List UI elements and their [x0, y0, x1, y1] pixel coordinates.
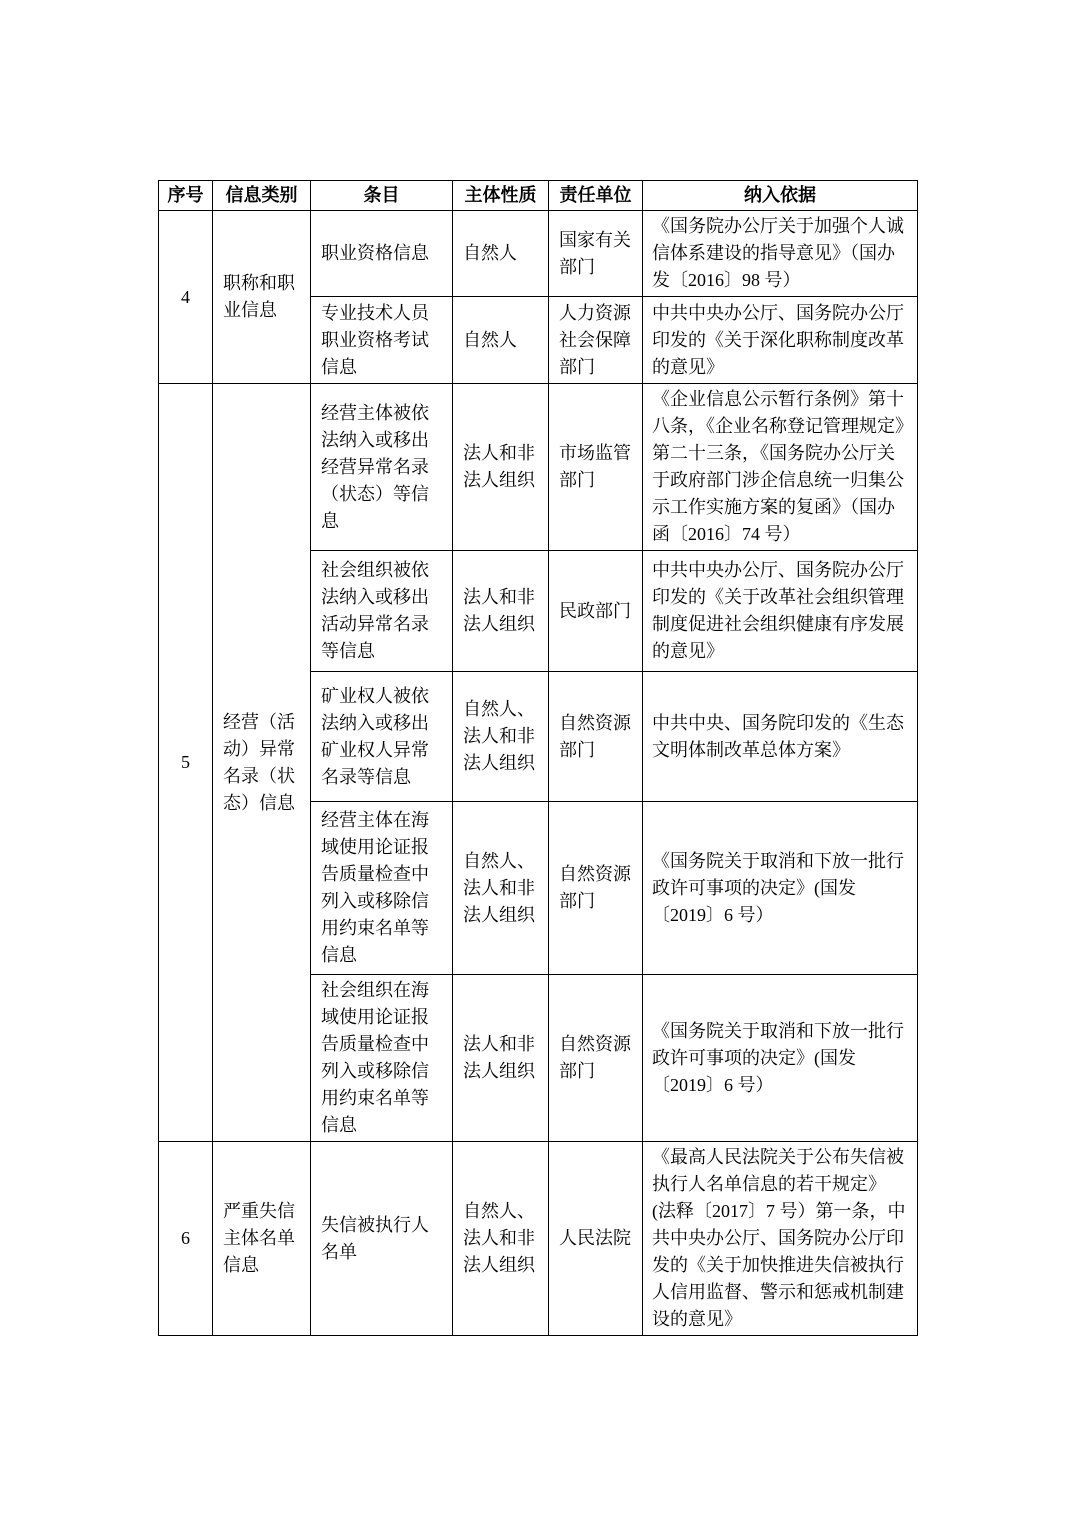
item-cell: 矿业权人被依法纳入或移出矿业权人异常名录等信息: [311, 672, 453, 802]
item-cell: 专业技术人员职业资格考试信息: [311, 297, 453, 384]
unit-cell: 自然资源部门: [549, 802, 643, 975]
seq-cell: 4: [159, 211, 213, 384]
basis-cell: 中共中央办公厅、国务院办公厅印发的《关于改革社会组织管理制度促进社会组织健康有序发展的意见》: [643, 551, 918, 672]
unit-cell: 人民法院: [549, 1142, 643, 1336]
basis-cell: 《企业信息公示暂行条例》第十八条，《企业名称登记管理规定》第二十三条，《国务院办公厅关于政府部门涉企信息统一归集公示工作实施方案的复函》（国办函〔2016〕74 号）: [643, 384, 918, 551]
table-row: [159, 211, 918, 297]
unit-cell: 自然资源部门: [549, 672, 643, 802]
subject-cell: 法人和非法人组织: [453, 551, 549, 672]
column-header-unit: 责任单位: [549, 181, 643, 211]
unit-cell: 人力资源社会保障部门: [549, 297, 643, 384]
basis-cell: 《最高人民法院关于公布失信被执行人名单信息的若干规定》(法释〔2017〕7 号）第一条，中共中央办公厅、国务院办公厅印发的《关于加快推进失信被执行人信用监督、警示和惩戒机制建设的意见》: [643, 1142, 918, 1336]
item-cell: 社会组织被依法纳入或移出活动异常名录等信息: [311, 551, 453, 672]
unit-cell: 民政部门: [549, 551, 643, 672]
credit-info-table: [158, 180, 918, 1336]
basis-cell: 中共中央办公厅、国务院办公厅印发的《关于深化职称制度改革的意见》: [643, 297, 918, 384]
item-cell: 社会组织在海域使用论证报告质量检查中列入或移除信用约束名单等信息: [311, 975, 453, 1142]
unit-cell: 自然资源部门: [549, 975, 643, 1142]
subject-cell: 法人和非法人组织: [453, 384, 549, 551]
item-cell: 经营主体在海域使用论证报告质量检查中列入或移除信用约束名单等信息: [311, 802, 453, 975]
unit-cell: 国家有关部门: [549, 211, 643, 297]
table-header-row: [159, 181, 918, 211]
category-cell: 职称和职业信息: [213, 211, 311, 384]
item-cell: 失信被执行人名单: [311, 1142, 453, 1336]
unit-cell: 市场监管部门: [549, 384, 643, 551]
table-row: [159, 384, 918, 551]
seq-cell: 5: [159, 384, 213, 1142]
subject-cell: 法人和非法人组织: [453, 975, 549, 1142]
column-header-item: 条目: [311, 181, 453, 211]
basis-cell: 《国务院关于取消和下放一批行政许可事项的决定》(国发〔2019〕6 号）: [643, 975, 918, 1142]
subject-cell: 自然人: [453, 297, 549, 384]
subject-cell: 自然人、法人和非法人组织: [453, 1142, 549, 1336]
subject-cell: 自然人、法人和非法人组织: [453, 802, 549, 975]
category-cell: 严重失信主体名单信息: [213, 1142, 311, 1336]
table-row: [159, 1142, 918, 1336]
category-cell: 经营（活动）异常名录（状态）信息: [213, 384, 311, 1142]
item-cell: 经营主体被依法纳入或移出经营异常名录（状态）等信息: [311, 384, 453, 551]
subject-cell: 自然人: [453, 211, 549, 297]
subject-cell: 自然人、法人和非法人组织: [453, 672, 549, 802]
column-header-basis: 纳入依据: [643, 181, 918, 211]
basis-cell: 中共中央、国务院印发的《生态文明体制改革总体方案》: [643, 672, 918, 802]
column-header-category: 信息类别: [213, 181, 311, 211]
column-header-seq: 序号: [159, 181, 213, 211]
item-cell: 职业资格信息: [311, 211, 453, 297]
basis-cell: 《国务院关于取消和下放一批行政许可事项的决定》(国发〔2019〕6 号）: [643, 802, 918, 975]
seq-cell: 6: [159, 1142, 213, 1336]
basis-cell: 《国务院办公厅关于加强个人诚信体系建设的指导意见》（国办发〔2016〕98 号）: [643, 211, 918, 297]
column-header-subject: 主体性质: [453, 181, 549, 211]
